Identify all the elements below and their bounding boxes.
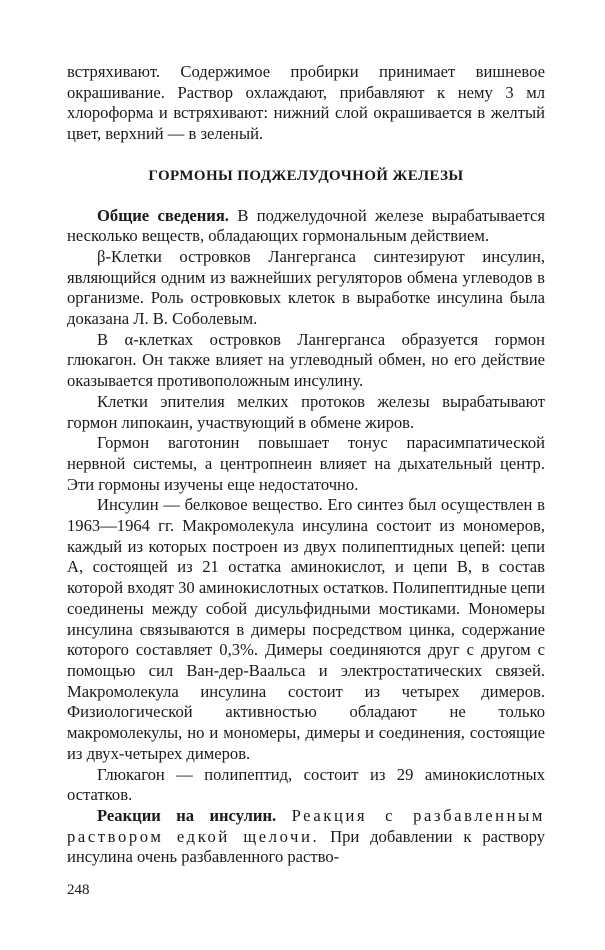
insulin-structure-paragraph: Инсулин — белковое вещество. Его синтез был осуществлен в 1963—1964 гг. Макромолекула инсулина состоит из мономеров, каждый из которых построен из двух полипептидных цепей: цепи A, состоящей из 21 остатка аминокислот, и цепи B, в состав которой входят 30 аминокислотных остатков. Полипептидные цепи соединены между собой дисульфидными мостиками. Мономеры инсулина связываются в димеры посредством цинка, содержание которого составляет 0,3%. Димеры соединяются друг с другом с помощью сил Ван-дер-Ваальса и электростатических связей. Макромолекула инсулина состоит из четырех димеров. Физиологической активностью обладают не только макромолекулы, но и мономеры, димеры и соединения, состоящие из двух-четырех димеров. xyxy=(67,495,545,763)
lipocaine-paragraph: Клетки эпителия мелких протоков железы вырабатывают гормон липокаин, участвующий в обмене жиров. xyxy=(67,391,545,432)
general-info-paragraph xyxy=(67,206,545,247)
page-number: 248 xyxy=(67,882,90,898)
glucagon-paragraph: Глюкагон — полипептид, состоит из 29 аминокислотных остатков. xyxy=(67,764,545,805)
beta-cells-paragraph: β-Клетки островков Лангерганса синтезируют инсулин, являющийся одним из важнейших регуляторов обмена углеводов в организме. Роль островковых клеток в выработке инсулина была доказана Л. В. Соболевым. xyxy=(67,246,545,329)
page-text xyxy=(67,62,545,868)
reactions-text: При добавлении к раствору инсулина очень разбавленного раство- xyxy=(67,826,545,867)
alpha-cells-paragraph: В α-клетках островков Лангерганса образуется гормон глюкагон. Он также влияет на углеводный обмен, но его действие оказывается противоположным инсулину. xyxy=(67,329,545,391)
vagotonin-paragraph: Гормон ваготонин повышает тонус парасимпатической нервной системы, а центропнеин влияет на дыхательный центр. Эти гормоны изучены еще недостаточно. xyxy=(67,433,545,494)
intro-paragraph: встряхивают. Содержимое пробирки принимает вишневое окрашивание. Раствор охлаждают, прибавляют к нему 3 мл хлороформа и встряхивают: нижний слой окрашивается в желтый цвет, верхний — в зеленый. xyxy=(67,62,545,144)
section-heading: ГОРМОНЫ ПОДЖЕЛУДОЧНОЙ ЖЕЛЕЗЫ xyxy=(148,167,464,184)
reactions-spaced-title: Реакция с разбавленным раствором едкой щелочи. xyxy=(67,805,545,846)
reactions-paragraph xyxy=(67,806,545,868)
reactions-lead: Реакции на инсулин. xyxy=(97,805,277,825)
general-info-lead: Общие сведения. xyxy=(97,205,229,225)
general-info-text: В поджелудочной железе вырабатывается несколько веществ, обладающих гормональным действием. xyxy=(67,205,545,246)
